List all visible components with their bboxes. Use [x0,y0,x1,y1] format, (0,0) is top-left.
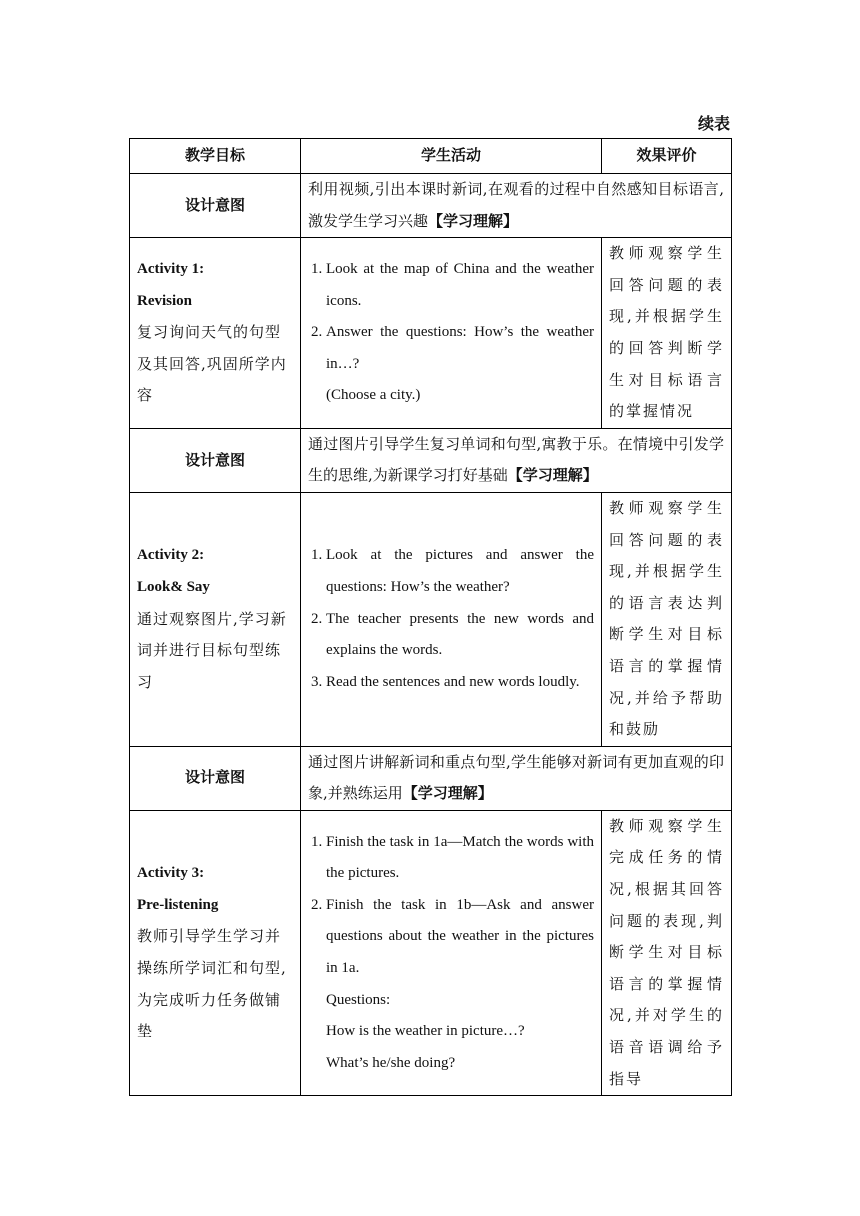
activity-row [130,238,732,429]
activity-steps [301,492,602,746]
activity-goal [130,492,301,746]
intent-text [301,746,732,810]
step-note: How is the weather in picture…? [326,1023,525,1040]
activity-description: 通过观察图片,学习新词并进行目标句型练习 [137,609,287,691]
activity-steps [301,238,602,429]
step-note: What’s he/she doing? [326,1054,456,1071]
intent-tag: 【学习理解】 [507,466,598,485]
header-goal: 教学目标 [130,139,301,174]
activity-title: Activity 3: [137,865,205,882]
activity-subtitle: Pre-listening [137,896,219,913]
intent-row [130,428,732,492]
table-caption: 续表 [697,114,730,133]
activity-evaluation: 教师观察学生回答问题的表现,并根据学生的语言表达判断学生对目标语言的掌握情况,并给予帮助和鼓励 [602,492,732,746]
intent-label: 设计意图 [130,746,301,810]
activity-description: 教师引导学生学习并操练所学词汇和句型,为完成听力任务做铺垫 [137,927,287,1041]
activity-goal [130,238,301,429]
step-item: 3. Read the sentences and new words loudly. [326,667,594,699]
intent-text [301,428,732,492]
lesson-plan-table [129,138,732,1096]
step-item: 2. Answer the questions: How’s the weather in…? [326,317,594,380]
activity-evaluation: 教师观察学生回答问题的表现,并根据学生的回答判断学生对目标语言的掌握情况 [602,238,732,429]
intent-tag: 【学习理解】 [402,784,493,803]
header-evaluation: 效果评价 [602,139,732,174]
activity-row [130,492,732,746]
step-item: 1. Look at the map of China and the weather icons. [326,254,594,317]
activity-evaluation: 教师观察学生完成任务的情况,根据其回答问题的表现,判断学生对目标语言的掌握情况,并对学生的语音语调给予指导 [602,810,732,1095]
steps-list [308,827,594,985]
step-note: (Choose a city.) [326,387,421,404]
intent-body: 通过图片引导学生复习单词和句型,寓教于乐。在情境中引发学生的思维,为新课学习打好基础 [308,434,724,485]
activity-title: Activity 1: [137,260,205,277]
step-item: 1. Look at the pictures and answer the questions: How’s the weather? [326,540,594,603]
steps-list [308,254,594,380]
header-row [130,139,732,174]
activity-title: Activity 2: [137,547,205,564]
intent-label: 设计意图 [130,174,301,238]
activity-description: 复习询问天气的句型及其回答,巩固所学内容 [137,323,287,405]
step-note: Questions: [326,991,391,1008]
step-item: 2. Finish the task in 1b—Ask and answer questions about the weather in the pictures in 1a. [326,890,594,985]
activity-goal [130,810,301,1095]
activity-subtitle: Revision [137,292,193,309]
intent-text [301,174,732,238]
activity-row [130,810,732,1095]
intent-row [130,746,732,810]
intent-tag: 【学习理解】 [428,211,519,230]
intent-body: 通过图片讲解新词和重点句型,学生能够对新词有更加直观的印象,并熟练运用 [308,752,724,803]
intent-body: 利用视频,引出本课时新词,在观看的过程中自然感知目标语言,激发学生学习兴趣 [308,180,724,230]
intent-row [130,174,732,238]
steps-list [308,540,594,698]
intent-label: 设计意图 [130,428,301,492]
activity-subtitle: Look& Say [137,578,210,595]
step-item: 2. The teacher presents the new words and explains the words. [326,604,594,667]
header-activity: 学生活动 [301,139,602,174]
step-item: 1. Finish the task in 1a—Match the words with the pictures. [326,827,594,890]
activity-steps [301,810,602,1095]
